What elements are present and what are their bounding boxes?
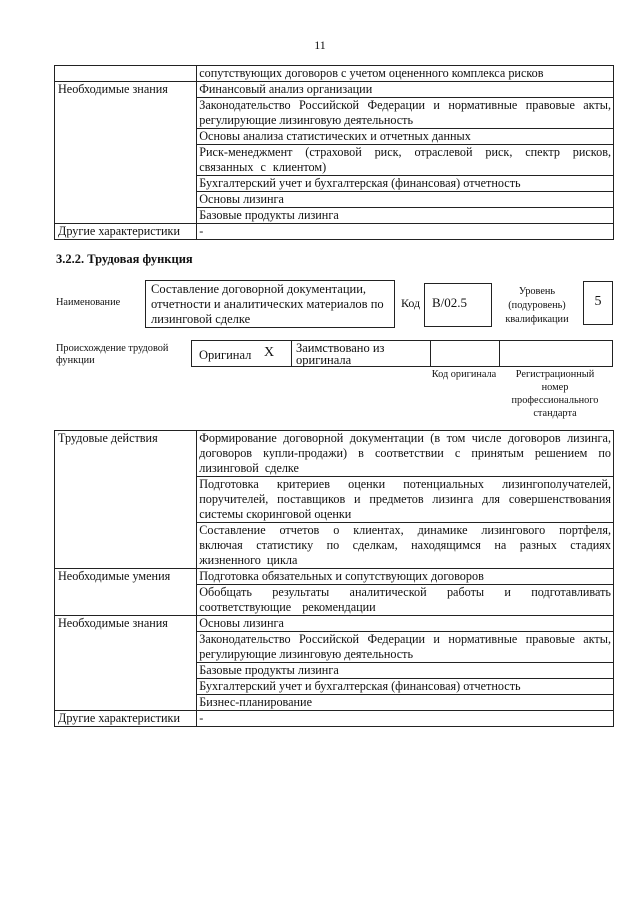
code-value-box [424, 283, 492, 327]
divider [499, 341, 500, 366]
name-value-box [145, 280, 395, 328]
origin-box [191, 340, 613, 367]
knowledge-item: Законодательство Российской Федерации и нормативные правовые акты, регулирующие лизинговую деятельность [197, 98, 614, 129]
action-item: Составление отчетов о клиентах, динамике лизингового портфеля, включая статистику по сделкам, находящимся на разных стадиях жизненного цикла [197, 523, 614, 569]
original-mark: X [264, 345, 275, 360]
knowledge-item: Бухгалтерский учет и бухгалтерская (финансовая) отчетность [197, 679, 614, 695]
other-characteristics-label: Другие характеристики [55, 711, 197, 727]
origin-label: Происхождение трудовой функции [56, 343, 169, 366]
knowledge-label: Необходимые знания [55, 82, 197, 224]
code-label: Код [401, 296, 421, 310]
other-characteristics-label: Другие характеристики [55, 224, 197, 240]
knowledge-item: Базовые продукты лизинга [197, 208, 614, 224]
knowledge-item: Основы лизинга [197, 192, 614, 208]
skill-item: Обобщать результаты аналитической работы и подготавливать соответствующие рекомендации [197, 585, 614, 616]
divider [291, 341, 292, 366]
level-value-box [583, 281, 613, 325]
code-original-label: Код оригинала [431, 369, 497, 380]
skill-item: Подготовка обязательных и сопутствующих договоров [197, 569, 614, 585]
borrowed-label: Заимствовано из оригинала [296, 341, 385, 367]
name-label: Наименование [56, 297, 121, 308]
other-characteristics-value: - [197, 224, 614, 240]
action-item: Подготовка критериев оценки потенциальных лизингополучателей, поручителей, поставщиков и предметов лизинга для совершенствования системы скоринговой оценки [197, 477, 614, 523]
continued-text: сопутствующих договоров с учетом оцененного комплекса рисков [197, 66, 614, 82]
knowledge-item: Законодательство Российской Федерации и нормативные правовые акты, регулирующие лизинговую деятельность [197, 632, 614, 663]
page-number: 11 [314, 38, 326, 52]
action-item: Формирование договорной документации (в том числе договоров лизинга, договоров купли-продажи) в соответствии с принятым решением по лизинговой сделке [197, 431, 614, 477]
knowledge-item: Базовые продукты лизинга [197, 663, 614, 679]
level-label: Уровень (подуровень) квалификации [505, 286, 569, 325]
actions-label: Трудовые действия [55, 431, 197, 569]
knowledge-item: Риск-менеджмент (страховой риск, отраслевой риск, спектр рисков, связанных с клиентом) [197, 145, 614, 176]
original-label: Оригинал [199, 348, 252, 362]
reg-number-label: Регистрационный номер профессионального стандарта [511, 369, 599, 419]
other-characteristics-value: - [197, 711, 614, 727]
function-name: Составление договорной документации, отчетности и аналитических материалов по лизинговой сделке [151, 282, 384, 326]
knowledge-item: Финансовый анализ организации [197, 82, 614, 98]
knowledge-item: Бухгалтерский учет и бухгалтерская (финансовая) отчетность [197, 176, 614, 192]
knowledge-item: Бизнес-планирование [197, 695, 614, 711]
knowledge-item: Основы анализа статистических и отчетных данных [197, 129, 614, 145]
knowledge-item: Основы лизинга [197, 616, 614, 632]
knowledge-label: Необходимые знания [55, 616, 197, 711]
code-value: B/02.5 [432, 295, 468, 310]
divider [430, 341, 431, 366]
top-requirements-table [54, 65, 614, 240]
skills-label: Необходимые умения [55, 569, 197, 616]
section-title: 3.2.2. Трудовая функция [56, 252, 193, 266]
main-function-table [54, 430, 614, 727]
level-value: 5 [594, 294, 602, 309]
